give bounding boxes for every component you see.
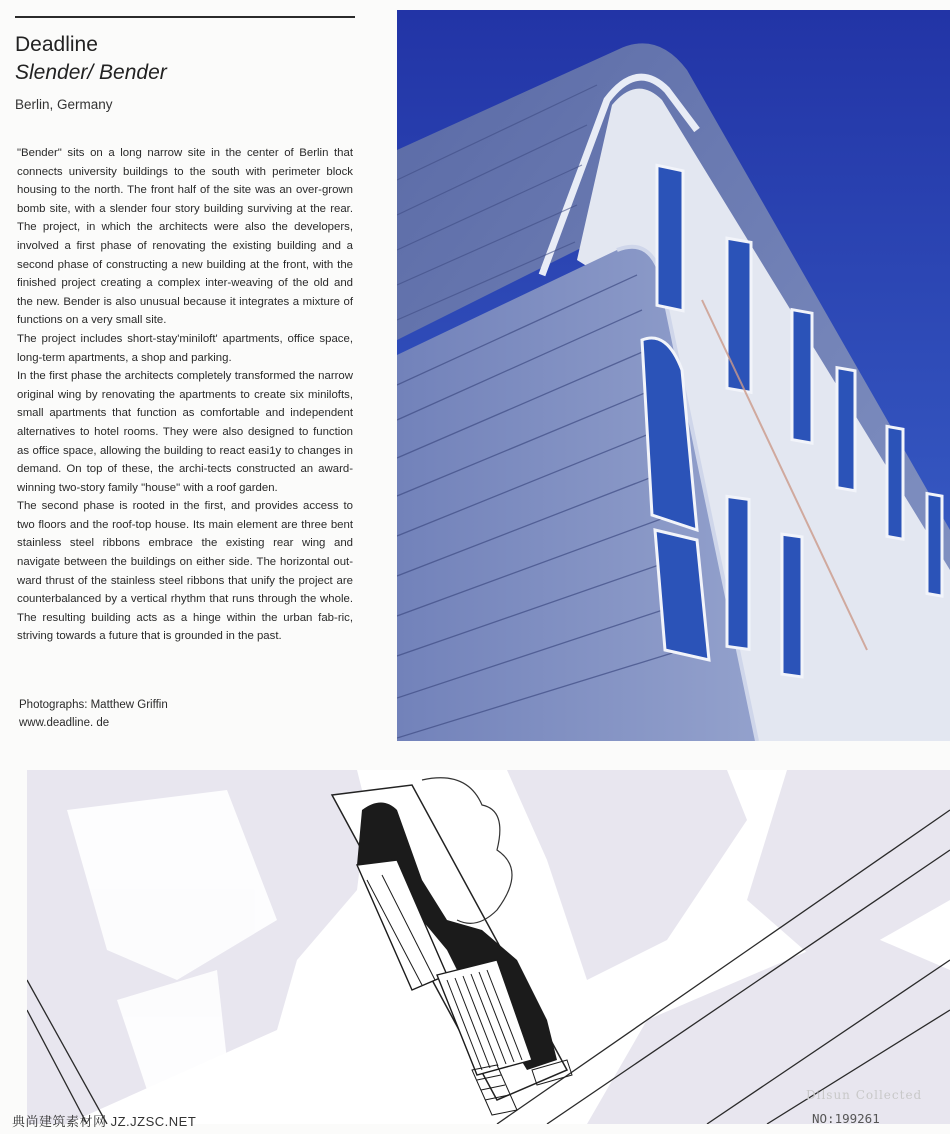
- watermark-text: Dilsun Collected: [806, 1088, 923, 1102]
- body-paragraph: In the first phase the architects completely transformed the narrow original wing by renovating the apartments to create six minilofts, small apartments that function as comfortable and independent alternatives to hotel rooms. They were also designed to function as office space, allowing the building to react easi1y to changes in demand. On top of these, the archi-tects constructed an award-winning two-story family "house" with a roof garden.: [17, 370, 353, 494]
- top-rule: [15, 16, 355, 18]
- article-location: Berlin, Germany: [15, 97, 113, 112]
- photo-credit: Photographs: Matthew Griffin: [19, 699, 168, 711]
- article-title: Deadline: [15, 33, 98, 56]
- article-body: [17, 144, 353, 646]
- article-subtitle: Slender/ Bender: [15, 61, 167, 84]
- source-site-label: 典尚建筑素材网 JZ.JZSC.NET: [12, 1114, 197, 1129]
- site-plan: [27, 770, 950, 1124]
- website-link: www.deadline. de: [19, 717, 110, 729]
- image-number: NO:199261: [812, 1111, 880, 1126]
- body-paragraph: The project includes short-stay'miniloft' apartments, office space, long-term apartments, a shop and parking.: [17, 332, 353, 364]
- building-photo: [397, 10, 950, 741]
- body-paragraph: The second phase is rooted in the first, and provides access to two floors and the roof-top house. Its main element are three bent stainless steel ribbons embrace the existing rear wing and navigate between the buildings on either side. The horizontal out-ward thrust of the stainless steel ribbons that unify the project are counterbalanced by a vertical rhythm that runs through the whole. The resulting building acts as a hinge within the urban fab-ric, striving towards a future that is grounded in the past.: [17, 500, 353, 643]
- body-paragraph: "Bender" sits on a long narrow site in the center of Berlin that connects university buildings to the south with perimeter block housing to the north. The front half of the site was an over-grown bomb site, with a slender four story building surviving at the rear. The project, in which the architects were also the developers, involved a first phase of renovating the existing building and a second phase of constructing a new building at the front, with the finished project creating a complex inter-weaving of the old and the new. Bender is also unusual because it integrates a mixture of functions on a very small site.: [17, 147, 353, 327]
- credits: [19, 696, 168, 732]
- site-plan-drawing: [27, 770, 950, 1124]
- building-photo-illustration: [397, 10, 950, 741]
